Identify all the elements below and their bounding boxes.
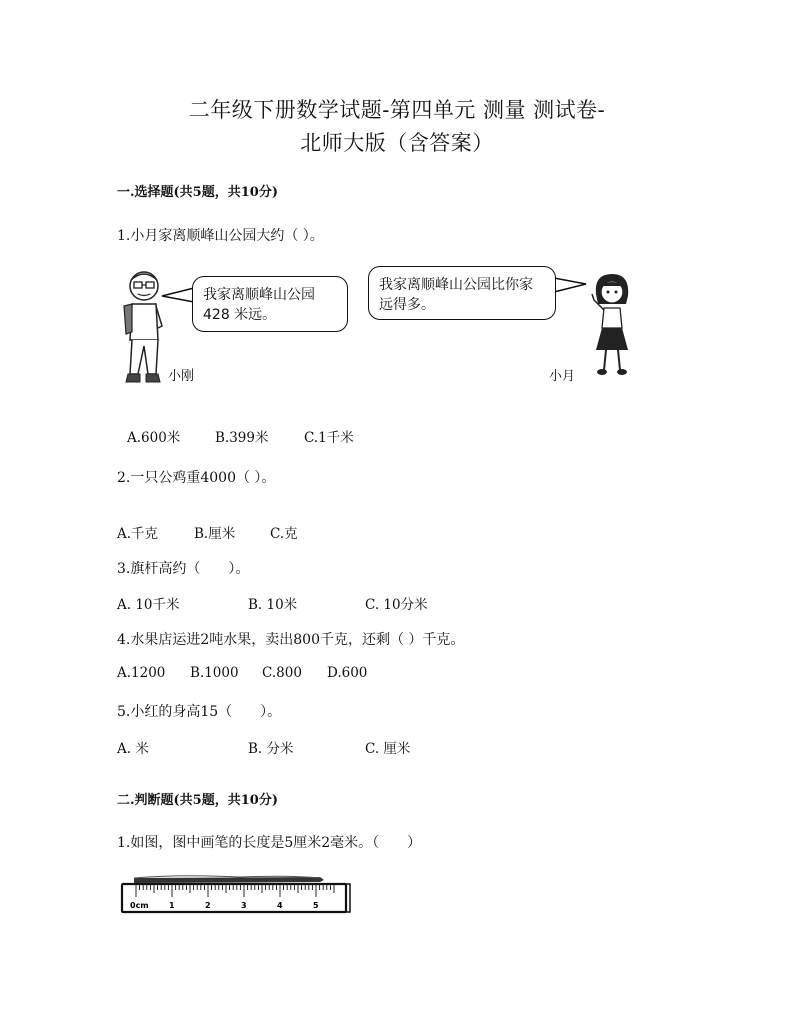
option-b[interactable]: B.399米	[215, 430, 269, 446]
ruler-label: 1	[169, 901, 175, 910]
question-5: 5.小红的身高15（ ）。	[117, 704, 282, 720]
option-a[interactable]: A. 米	[117, 741, 149, 757]
option-c[interactable]: C. 10分米	[365, 597, 428, 613]
boy-name: 小刚	[168, 369, 195, 384]
girl-figure	[588, 270, 634, 380]
question-3: 3.旗杆高约（ ）。	[117, 561, 250, 577]
left-bubble-tail	[160, 286, 194, 306]
ruler-label: 5	[313, 901, 319, 910]
option-b[interactable]: B.1000	[190, 665, 239, 681]
girl-name: 小月	[549, 369, 576, 384]
ruler-label: 2	[205, 901, 211, 910]
speech-bubble-boy: 我家离顺峰山公园428 米远。	[192, 276, 348, 332]
right-bubble-tail	[554, 276, 588, 296]
option-b[interactable]: B.厘米	[194, 526, 236, 542]
question-4: 4.水果店运进2吨水果，卖出800千克，还剩（ ）千克。	[117, 632, 465, 648]
option-c[interactable]: C.1千米	[304, 430, 354, 446]
ruler-label: 0cm	[130, 901, 149, 910]
judge-question-1: 1.如图，图中画笔的长度是5厘米2毫米。（ ）	[117, 835, 422, 851]
title-line-2: 北师大版（含答案）	[300, 131, 494, 155]
option-b[interactable]: B. 分米	[248, 741, 294, 757]
question-1: 1.小月家离顺峰山公园大约（ ）。	[117, 228, 324, 244]
ruler-label: 3	[241, 901, 247, 910]
option-a[interactable]: A. 10千米	[117, 597, 180, 613]
option-c[interactable]: C.克	[270, 526, 298, 542]
option-a[interactable]: A.千克	[117, 526, 159, 542]
speech-bubble-girl: 我家离顺峰山公园比你家远得多。	[368, 266, 556, 320]
section-2-heading: 二.判断题(共5题，共10分)	[117, 793, 278, 808]
question-2: 2.一只公鸡重4000（ ）。	[117, 470, 276, 486]
option-d[interactable]: D.600	[327, 665, 368, 681]
ruler-figure	[120, 868, 352, 916]
ruler-label: 4	[277, 901, 283, 910]
boy-figure	[118, 266, 168, 390]
option-a[interactable]: A.1200	[117, 665, 166, 681]
option-a[interactable]: A.600米	[127, 430, 181, 446]
option-c[interactable]: C.800	[262, 665, 302, 681]
option-b[interactable]: B. 10米	[248, 597, 298, 613]
section-1-heading: 一.选择题(共5题，共10分)	[117, 185, 278, 200]
option-c[interactable]: C. 厘米	[365, 741, 411, 757]
title-line-1: 二年级下册数学试题-第四单元 测量 测试卷-	[188, 98, 606, 122]
